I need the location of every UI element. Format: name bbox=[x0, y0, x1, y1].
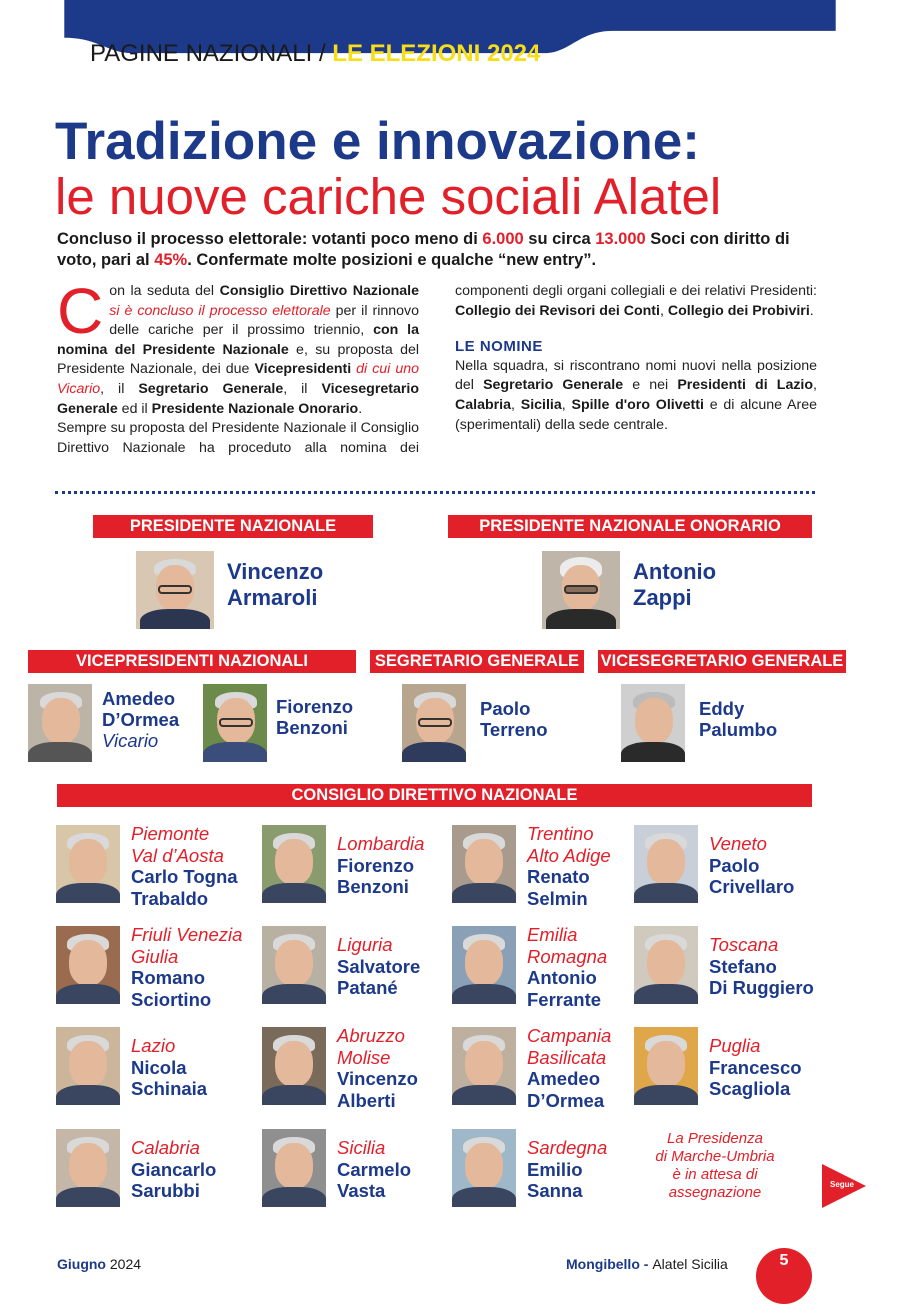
last-name: Benzoni bbox=[276, 717, 348, 738]
section-highlight: LE ELEZIONI 2024 bbox=[332, 40, 541, 67]
consigliere-region: Veneto bbox=[709, 833, 767, 854]
article-bold: Presidente Nazionale Onorario bbox=[151, 400, 359, 417]
consigliere-region: Friuli Venezia bbox=[131, 924, 243, 945]
name-vicepresidente-2 bbox=[276, 696, 353, 738]
consigliere-name: Selmin bbox=[527, 887, 588, 909]
section-name: PAGINE NAZIONALI bbox=[90, 40, 313, 67]
photo-consigliere bbox=[452, 825, 516, 903]
photo-consigliere bbox=[452, 926, 516, 1004]
article-text: , il bbox=[100, 380, 139, 397]
article-text: , bbox=[511, 396, 521, 413]
consigliere-region: Molise bbox=[337, 1046, 391, 1068]
consigliere-region: Lazio bbox=[131, 1035, 176, 1056]
article-text: , bbox=[659, 302, 668, 319]
article-bold: con la nomina del Presidente Nazionale bbox=[57, 322, 419, 358]
section-separator: / bbox=[312, 40, 333, 67]
consigliere-name: Salvatore bbox=[337, 955, 421, 977]
last-name: Palumbo bbox=[699, 719, 778, 740]
consigliere-region: Toscana bbox=[709, 934, 779, 955]
section-header bbox=[90, 40, 540, 68]
role-bar-segretario: SEGRETARIO GENERALE bbox=[370, 650, 584, 673]
page-number-badge bbox=[756, 1248, 812, 1304]
consigliere-region: Val d’Aosta bbox=[131, 844, 224, 866]
consigliere-name: Carmelo bbox=[337, 1158, 412, 1180]
last-name: Terreno bbox=[480, 719, 548, 740]
consigliere-region: Campania bbox=[527, 1025, 612, 1046]
consigliere-name: Sarubbi bbox=[131, 1180, 200, 1201]
article-text: e, su proposta del Presidente Nazionale, dei due bbox=[57, 341, 420, 378]
lead-paragraph bbox=[57, 229, 817, 271]
consigliere-name: Giancarlo bbox=[131, 1158, 217, 1180]
article-text: on la seduta del bbox=[109, 283, 220, 299]
name-vicesegretario bbox=[699, 698, 777, 740]
article-text: , bbox=[813, 377, 817, 394]
first-name: Amedeo bbox=[102, 688, 175, 709]
photo-consigliere bbox=[262, 1129, 326, 1207]
first-name: Antonio bbox=[633, 559, 717, 584]
consigliere-name: Scagliola bbox=[709, 1078, 791, 1099]
consigliere-name: Antonio bbox=[527, 967, 597, 988]
photo-consigliere bbox=[56, 825, 120, 903]
photo-consigliere bbox=[262, 1027, 326, 1105]
consigliere-name: Nicola bbox=[131, 1056, 187, 1078]
article-bold: Presidenti di Lazio bbox=[677, 377, 814, 394]
article-text: . bbox=[809, 302, 814, 319]
article-bold: Vicepresidenti bbox=[254, 361, 352, 378]
consigliere-name: Stefano bbox=[709, 955, 777, 977]
article-text: , il bbox=[283, 380, 322, 397]
article-body bbox=[57, 275, 817, 482]
article-text: . bbox=[358, 400, 363, 417]
consigliere-name: Emilio bbox=[527, 1158, 583, 1180]
photo-consigliere bbox=[56, 1129, 120, 1207]
role-bar-consiglio: CONSIGLIO DIRETTIVO NAZIONALE bbox=[57, 784, 812, 807]
footer-pub-separator: - bbox=[639, 1256, 653, 1272]
consigliere-region: Alto Adige bbox=[527, 844, 611, 866]
article-bold: Calabria bbox=[455, 396, 511, 413]
soci-count: 13.000 bbox=[595, 230, 646, 248]
consigliere-name: Trabaldo bbox=[131, 887, 209, 909]
page-title: Tradizione e innovazione: bbox=[55, 112, 700, 171]
article-bold: Segretario Generale bbox=[483, 377, 624, 394]
turnout-percent: 45% bbox=[154, 251, 188, 269]
footer-pub-name: Mongibello bbox=[566, 1256, 640, 1272]
name-onorario bbox=[633, 559, 716, 611]
last-name: D’Ormea bbox=[102, 709, 180, 730]
drop-cap: C bbox=[57, 275, 104, 347]
first-name: Fiorenzo bbox=[276, 696, 354, 717]
consigliere-name: Benzoni bbox=[337, 876, 409, 897]
footer-org: Alatel Sicilia bbox=[652, 1256, 728, 1272]
consigliere-region: Calabria bbox=[131, 1137, 200, 1158]
article-text: e nei bbox=[623, 377, 678, 394]
first-name: Eddy bbox=[699, 698, 745, 719]
first-name: Vincenzo bbox=[227, 559, 324, 584]
consigliere-region: Romagna bbox=[527, 945, 608, 967]
lead-text-3: Soci con diritto di voto, pari al bbox=[57, 230, 790, 269]
photo-segretario bbox=[402, 684, 466, 762]
photo-consigliere bbox=[262, 926, 326, 1004]
consigliere-name: Crivellaro bbox=[709, 876, 795, 897]
note-line: assegnazione bbox=[668, 1184, 762, 1201]
photo-consigliere bbox=[452, 1027, 516, 1105]
consigliere-name: Renato bbox=[527, 866, 590, 887]
photo-onorario bbox=[542, 551, 620, 629]
consigliere-name: D’Ormea bbox=[527, 1089, 605, 1111]
nomine-paragraph bbox=[455, 357, 817, 435]
role-bar-onorario: PRESIDENTE NAZIONALE ONORARIO bbox=[448, 515, 812, 538]
consigliere-name: Vincenzo bbox=[337, 1068, 418, 1089]
last-name: Armaroli bbox=[227, 585, 318, 610]
footer-date bbox=[57, 1256, 141, 1272]
note-line: è in attesa di bbox=[672, 1166, 758, 1183]
vicario-note: Vicario bbox=[102, 730, 159, 751]
article-text: e di alcune Aree (sperimentali) della sede centrale. bbox=[455, 396, 817, 433]
consigliere-name: Fiorenzo bbox=[337, 854, 415, 876]
role-bar-vicesegretario: VICESEGRETARIO GENERALE bbox=[598, 650, 846, 673]
nomine-heading: LE NOMINE bbox=[455, 338, 543, 356]
consigliere-name: Amedeo bbox=[527, 1068, 600, 1089]
footer-year: 2024 bbox=[106, 1256, 142, 1272]
photo-consigliere bbox=[56, 1027, 120, 1105]
consigliere-name: Di Ruggiero bbox=[709, 977, 814, 998]
dotted-divider bbox=[55, 491, 815, 494]
consigliere-name: Ferrante bbox=[527, 988, 602, 1010]
article-bold: Consiglio Direttivo Nazionale bbox=[219, 283, 419, 299]
note-line: La Presidenza bbox=[667, 1130, 763, 1147]
consigliere-name: Sciortino bbox=[131, 988, 212, 1010]
photo-consigliere bbox=[634, 1027, 698, 1105]
consigliere-region: Liguria bbox=[337, 934, 393, 955]
consigliere-name: Carlo Togna bbox=[131, 866, 238, 887]
consigliere-region: Basilicata bbox=[527, 1046, 607, 1068]
photo-consigliere bbox=[56, 926, 120, 1004]
article-text: Sempre su proposta del Presidente Nazionale il Consiglio Direttivo Nazionale ha proceduto alla nomina dei componenti degli organi collegiali e dei relativi Presidenti: bbox=[57, 283, 817, 456]
article-bold: Sicilia bbox=[520, 396, 562, 413]
votanti-count: 6.000 bbox=[482, 230, 524, 248]
consigliere-name: Patané bbox=[337, 977, 398, 998]
article-bold: Collegio dei Revisori dei Conti bbox=[455, 302, 660, 319]
article-text: per il rinnovo delle cariche per il prossimo triennio, bbox=[109, 302, 420, 339]
article-bold: Spille d'oro Olivetti bbox=[571, 396, 704, 413]
footer-publication bbox=[566, 1256, 728, 1272]
consigliere-region: Giulia bbox=[131, 945, 179, 967]
lead-text-1: Concluso il processo elettorale: votanti poco meno di bbox=[57, 230, 483, 248]
photo-vicepresidente-2 bbox=[203, 684, 267, 762]
article-bold: Segretario Generale bbox=[138, 380, 284, 397]
consigliere-name: Romano bbox=[131, 967, 205, 988]
last-name: Zappi bbox=[633, 585, 692, 610]
role-bar-vicepresidenti: VICEPRESIDENTI NAZIONALI bbox=[28, 650, 356, 673]
consigliere-region: Sardegna bbox=[527, 1137, 608, 1158]
photo-consigliere bbox=[452, 1129, 516, 1207]
note-line: di Marche-Umbria bbox=[655, 1148, 775, 1165]
photo-vicesegretario bbox=[621, 684, 685, 762]
page-subtitle-title: le nuove cariche sociali Alatel bbox=[55, 168, 722, 225]
article-italic: di cui uno Vicario bbox=[57, 361, 419, 397]
page-number: 5 bbox=[779, 1252, 789, 1269]
consigliere-region: Emilia bbox=[527, 924, 578, 945]
article-bold: Vicesegretario Generale bbox=[57, 380, 419, 417]
name-presidente bbox=[227, 559, 323, 611]
consigliere-region: Trentino bbox=[527, 823, 594, 844]
photo-consigliere bbox=[634, 926, 698, 1004]
consigliere-name: Sanna bbox=[527, 1180, 583, 1201]
name-vicepresidente-1 bbox=[102, 688, 179, 751]
role-bar-presidente: PRESIDENTE NAZIONALE bbox=[93, 515, 373, 538]
lead-text-4: . Confermate molte posizioni e qualche “new entry”. bbox=[187, 251, 597, 269]
consigliere-name: Paolo bbox=[709, 854, 760, 876]
name-segretario bbox=[480, 698, 548, 740]
consigliere-region: Piemonte bbox=[131, 823, 210, 844]
footer-month: Giugno bbox=[57, 1256, 106, 1272]
article-bold: Collegio dei Probiviri bbox=[667, 302, 810, 319]
consigliere-name: Alberti bbox=[337, 1089, 396, 1111]
photo-consigliere bbox=[634, 825, 698, 903]
photo-presidente bbox=[136, 551, 214, 629]
article-text: Nella squadra, si riscontrano nomi nuovi nella posizione del bbox=[455, 357, 817, 394]
segue-label: Segue bbox=[830, 1180, 855, 1189]
first-name: Paolo bbox=[480, 698, 531, 719]
consigliere-name: Schinaia bbox=[131, 1078, 208, 1099]
article-text: , bbox=[561, 396, 572, 413]
consigliere-name: Francesco bbox=[709, 1056, 802, 1078]
consigliere-region: Abruzzo bbox=[337, 1025, 405, 1046]
consigliere-name: Vasta bbox=[337, 1180, 386, 1201]
photo-vicepresidente-1 bbox=[28, 684, 92, 762]
consigliere-region: Lombardia bbox=[337, 833, 425, 854]
consigliere-region: Puglia bbox=[709, 1035, 761, 1056]
article-italic: si è concluso il processo elettorale bbox=[109, 302, 331, 319]
article-text: ed il bbox=[117, 400, 152, 417]
photo-consigliere bbox=[262, 825, 326, 903]
consigliere-region: Sicilia bbox=[337, 1137, 386, 1158]
marche-umbria-note bbox=[640, 1130, 790, 1202]
lead-text-2: su circa bbox=[523, 230, 596, 248]
